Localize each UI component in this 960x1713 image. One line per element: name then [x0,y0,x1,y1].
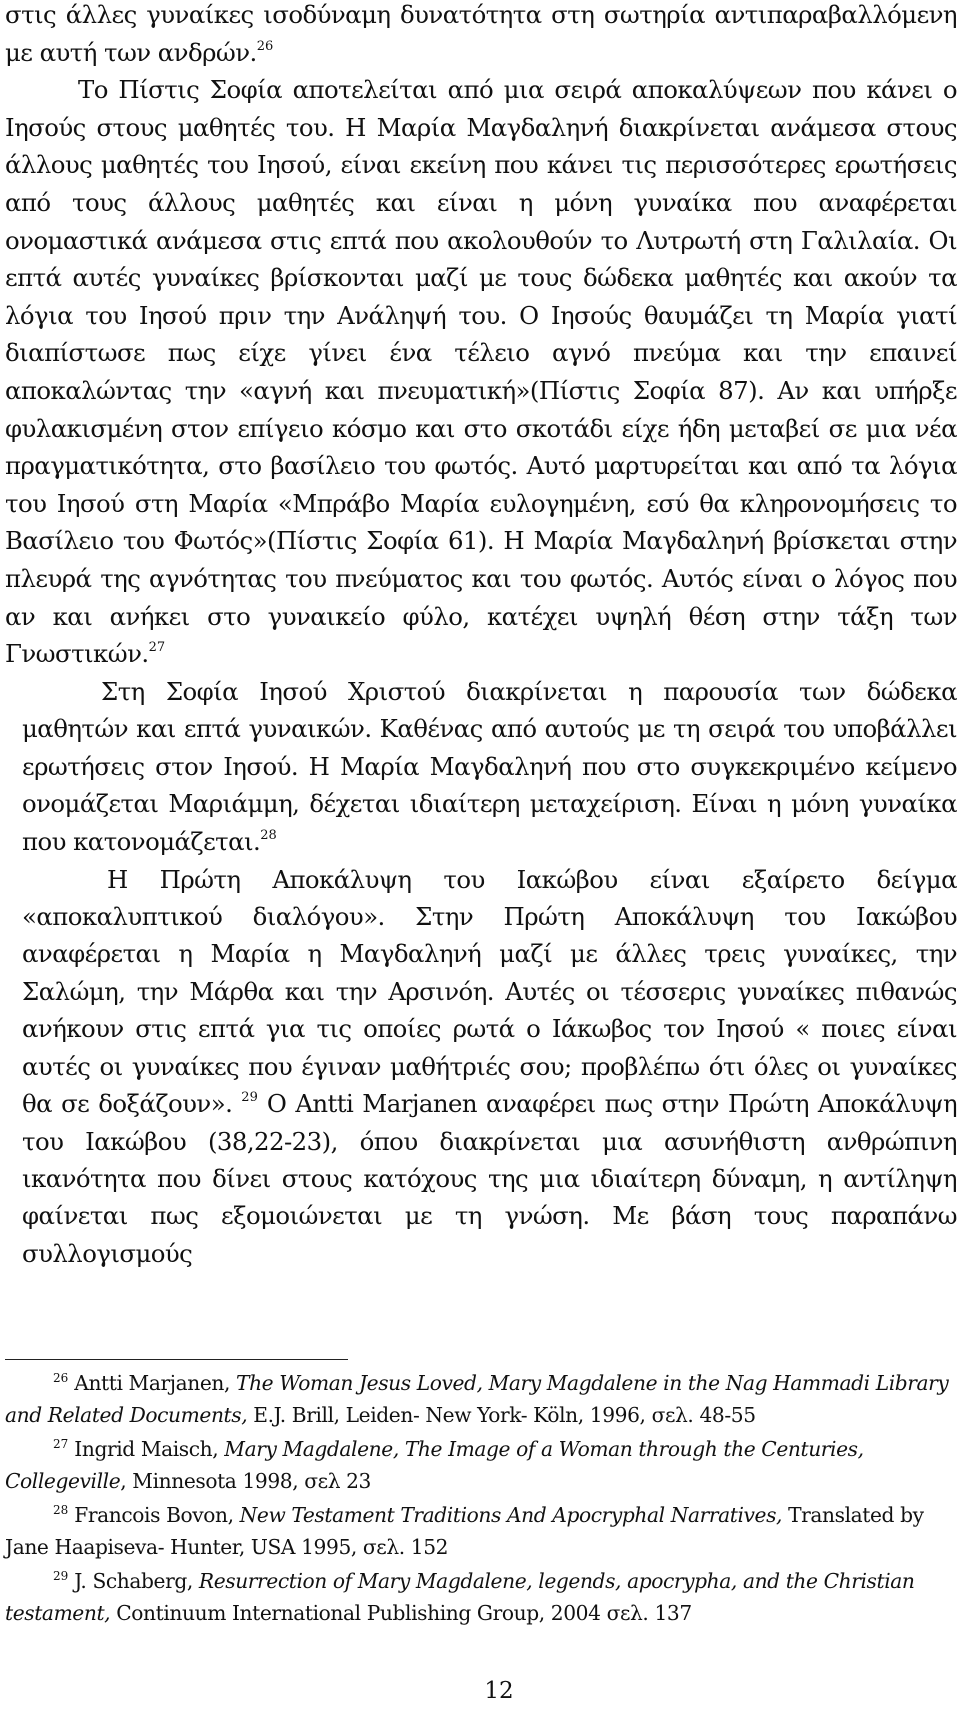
footnote-author: J. Schaberg, [74,1569,199,1593]
footnote-title: Resurrection of Mary Magdalene, legends, apocrypha, and the Christian testament, [5,1569,915,1626]
footnotes [5,1367,957,1631]
paragraph-4 [22,861,957,1272]
footnote-26 [5,1367,957,1431]
paragraph-1-text: στις άλλες γυναίκες ισοδύναμη δυνατότητα στη σωτηρία αντιπαραβαλλόμενη με αυτή των ανδρών. [5,0,957,67]
paragraph-3-text: Στη Σοφία Ιησού Χριστού διακρίνεται η παρουσία των δώδεκα μαθητών και επτά γυναικών. Καθένας από αυτούς με τη σειρά του υποβάλλει ερωτήσεις στον Ιησού. Η Μαρία Μαγδαληνή που στο συγκεκριμένο κείμενο ονομάζεται Μαριάμμη, δέχεται ιδιαίτερη μεταχείριση. Είναι η μόνη γυναίκα που κατονομάζεται. [22,676,957,857]
footnote-title: New Testament Traditions And Apocryphal Narratives, [239,1503,783,1527]
footnote-title: The Woman Jesus Loved, Mary Magdalene in the Nag Hammadi Library and Related Documents, [5,1371,949,1428]
footnote-separator [5,1359,348,1360]
footnote-28 [5,1499,957,1563]
footnote-ref-29[interactable]: 29 [241,1090,258,1106]
paragraph-2 [5,71,957,673]
paragraph-4-text-a: Η Πρώτη Αποκάλυψη του Ιακώβου είναι εξαίρετο δείγμα «αποκαλυπτικού διαλόγου». Στην Πρώτη Αποκάλυψη του Ιακώβου αναφέρεται η Μαρία η Μαγδαληνή μαζί με άλλες τρεις γυναίκες, την Σαλώμη, την Μάρθα και την Αρσινόη. Αυτές οι τέσσερις γυναίκες πιθανώς ανήκουν στις επτά για τις οποίες ρωτά ο Ιάκωβος τον Ιησού « ποιες είναι αυτές οι γυναίκες που έγιναν μαθήτριές σου; προβλέπω ότι όλες οι γυναίκες θα σε δοξάζουν». [22,864,957,1119]
paragraph-4-text-b: Ο Antti Marjanen αναφέρει πως στην Πρώτη Αποκάλυψη του Ιακώβου (38,22-23), όπου διακρίνεται μια ασυνήθιστη ανθρώπινη ικανότητα που δίνει στους κατόχους της μια ιδιαίτερη δύναμη, η αντίληψη φαίνεται πως εξομοιώνεται με τη γνώση. Με βάση τους παραπάνω συλλογισμούς [22,1089,958,1268]
footnote-ref-26[interactable]: 26 [256,38,274,54]
paragraph-3 [22,673,957,861]
footnote-ref-27[interactable]: 27 [148,640,166,656]
footnote-number: 27 [53,1437,69,1451]
footnote-number: 26 [53,1371,69,1385]
footnote-author: Ingrid Maisch, [74,1437,225,1461]
paragraph-2-text: Το Πίστις Σοφία αποτελείται από μια σειρά αποκαλύψεων που κάνει ο Ιησούς στους μαθητές του. Η Μαρία Μαγδαληνή διακρίνεται ανάμεσα στους άλλους μαθητές του Ιησού, είναι εκείνη που κάνει τις περισσότερες ερωτήσεις από τους άλλους μαθητές και είναι η μόνη γυναίκα που αναφέρεται ονομαστικά ανάμεσα στις επτά που ακολουθούν το Λυτρωτή στη Γαλιλαία. Οι επτά αυτές γυναίκες βρίσκονται μαζί με τους δώδεκα μαθητές και ακούν τα λόγια του Ιησού πριν την Ανάληψή του. Ο Ιησούς θαυμάζει τη Μαρία γιατί διαπίστωσε πως είχε γίνει ένα τέλειο αγνό πνεύμα και την επαινεί αποκαλώντας την «αγνή και πνευματική»(Πίστις Σοφία 87). Αν και υπήρξε φυλακισμένη στον επίγειο κόσμο και στο σκοτάδι είχε ήδη μεταβεί σε μια νέα πραγματικότητα, στο βασίλειο του φωτός. Αυτό μαρτυρείται και από τα λόγια του Ιησού στη Μαρία «Μπράβο Μαρία ευλογημένη, εσύ θα κληρονομήσεις το Βασίλειο του Φωτός»(Πίστις Σοφία 61). Η Μαρία Μαγδαληνή βρίσκεται στην πλευρά της αγνότητας του πνεύματος και του φωτός. Αυτός είναι ο λόγος που αν και ανήκει στο γυναικείο φύλο, κατέχει υψηλή θέση στην τάξη των Γνωστικών. [5,75,957,669]
footnote-number: 29 [53,1569,69,1583]
footnote-publication: , Minnesota 1998, σελ 23 [120,1469,372,1494]
paragraph-1 [5,0,957,71]
page-number: 12 [484,1678,514,1704]
body-text [5,0,957,1272]
footnote-number: 28 [53,1503,69,1517]
footnote-title: Mary Magdalene, The Image of a Woman through the Centuries, Collegeville [5,1437,864,1494]
footnote-27 [5,1433,957,1497]
footnote-publication: E.J. Brill, Leiden- New York- Köln, 1996, σελ. 48-55 [247,1403,756,1428]
footnote-ref-28[interactable]: 28 [260,828,277,844]
footnote-29 [5,1565,957,1629]
footnote-publication: Continuum International Publishing Group, 2004 σελ. 137 [110,1601,692,1626]
footnote-author: Antti Marjanen, [74,1371,236,1395]
footnote-publication: Translated by Jane Haapiseva- Hunter, USA 1995, σελ. 152 [5,1503,924,1560]
paragraph-3-block [5,673,957,1272]
footnote-author: Francois Bovon, [74,1503,240,1527]
